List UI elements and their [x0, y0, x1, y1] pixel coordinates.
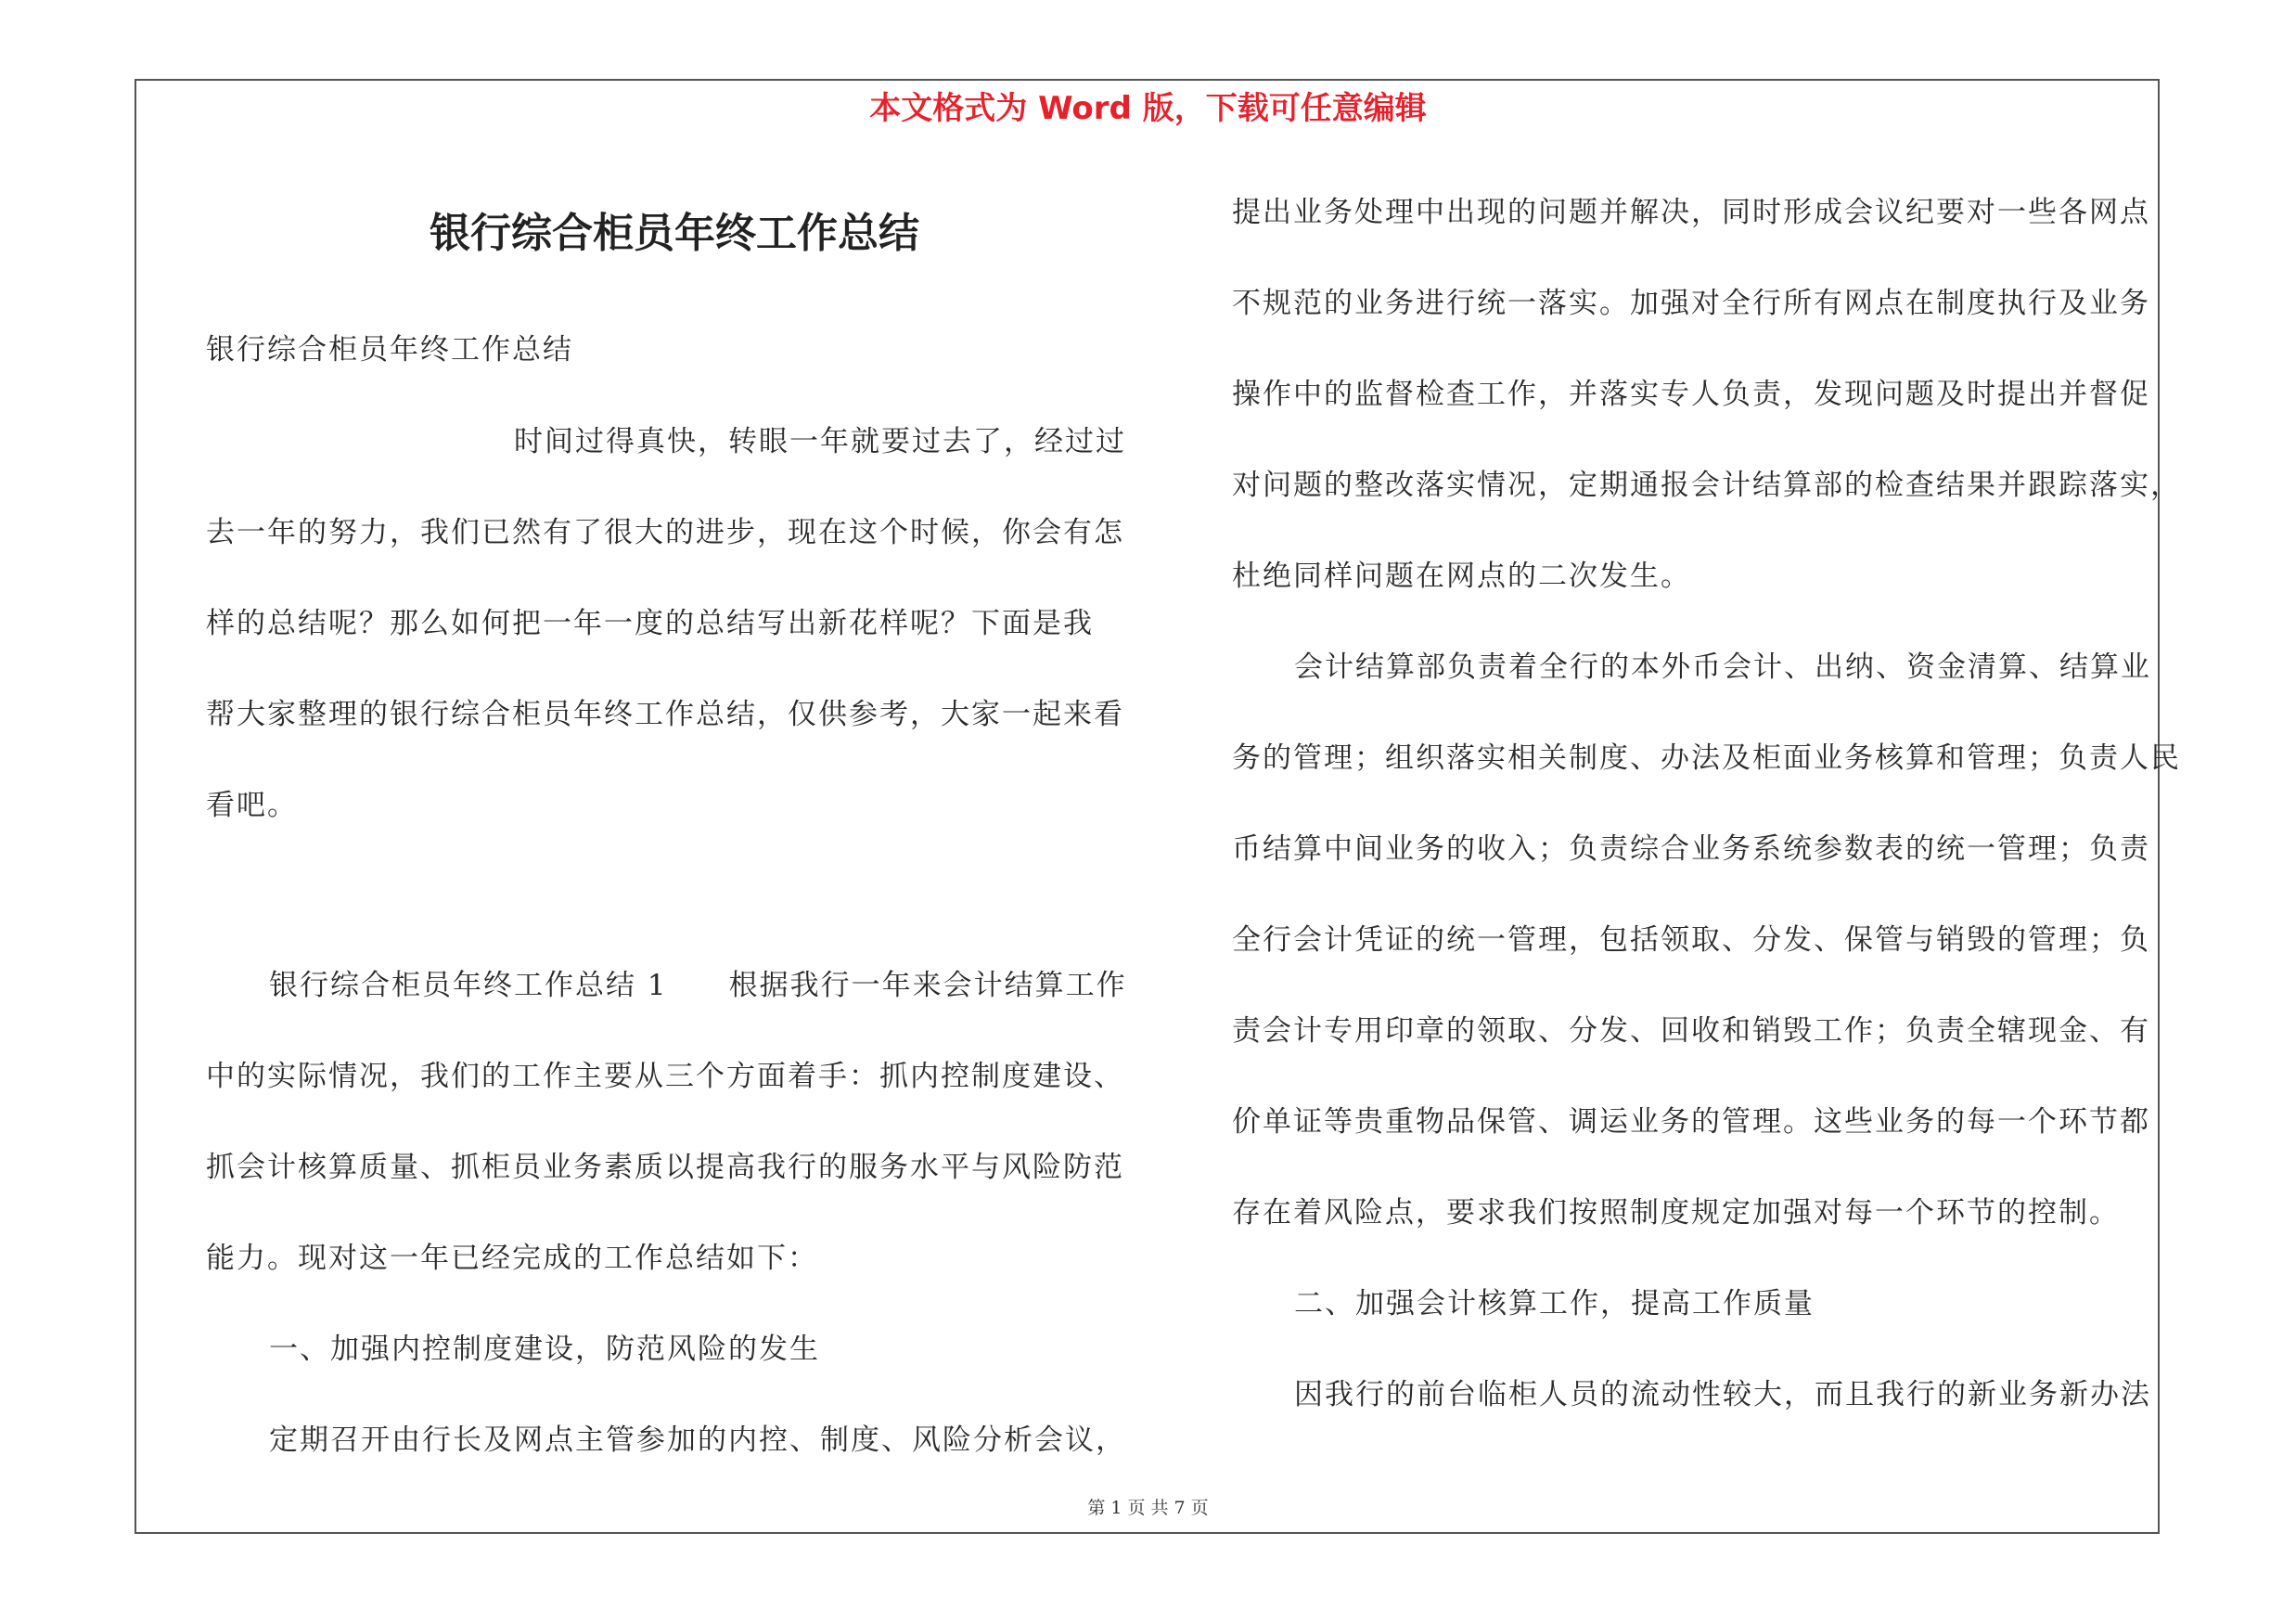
- paragraph-line: 对问题的整改落实情况，定期通报会计结算部的检查结果并跟踪落实，: [1232, 469, 2181, 502]
- paragraph-line: 看吧。: [206, 789, 298, 822]
- paragraph-line: 帮大家整理的银行综合柜员年终工作总结，仅供参考，大家一起来看: [206, 698, 1124, 731]
- paragraph-line: 币结算中间业务的收入；负责综合业务系统参数表的统一管理；负责: [1232, 832, 2150, 866]
- paragraph-line: 因我行的前台临柜人员的流动性较大，而且我行的新业务新办法: [1294, 1378, 2151, 1411]
- paragraph-line: 操作中的监督检查工作，并落实专人负责，发现问题及时提出并督促: [1232, 378, 2150, 411]
- page-number-footer: 第 1 页 共 7 页: [1087, 1498, 1209, 1518]
- paragraph-line: 不规范的业务进行统一落实。加强对全行所有网点在制度执行及业务: [1232, 287, 2150, 320]
- paragraph-line: 存在着风险点，要求我们按照制度规定加强对每一个环节的控制。: [1232, 1196, 2120, 1230]
- section-heading: 一、加强内控制度建设，防范风险的发生: [269, 1333, 820, 1366]
- paragraph-line: 中的实际情况，我们的工作主要从三个方面着手：抓内控制度建设、: [206, 1060, 1124, 1093]
- paragraph-line: 价单证等贵重物品保管、调运业务的管理。这些业务的每一个环节都: [1232, 1105, 2150, 1139]
- paragraph-line: 时间过得真快，转眼一年就要过去了，经过过: [514, 425, 1126, 458]
- paragraph-line: 提出业务处理中出现的问题并解决，同时形成会议纪要对一些各网点: [1232, 196, 2150, 229]
- paragraph-line: 全行会计凭证的统一管理，包括领取、分发、保管与销毁的管理；负: [1232, 923, 2150, 957]
- format-banner: 本文格式为 Word 版，下载可任意编辑: [869, 90, 1427, 127]
- paragraph-line: 杜绝同样问题在网点的二次发生。: [1232, 560, 1691, 593]
- section-heading: 二、加强会计核算工作，提高工作质量: [1294, 1287, 1815, 1320]
- document-title: 银行综合柜员年终工作总结: [430, 210, 919, 257]
- paragraph-line: 抓会计核算质量、抓柜员业务素质以提高我行的服务水平与风险防范: [206, 1151, 1124, 1184]
- paragraph-line: 会计结算部负责着全行的本外币会计、出纳、资金清算、结算业: [1294, 650, 2151, 684]
- paragraph-line: 务的管理；组织落实相关制度、办法及柜面业务核算和管理；负责人民: [1232, 741, 2181, 775]
- paragraph-line: 去一年的努力，我们已然有了很大的进步，现在这个时候，你会有怎: [206, 516, 1124, 549]
- paragraph-line: 样的总结呢？那么如何把一年一度的总结写出新花样呢？下面是我: [206, 607, 1094, 640]
- subtitle-line: 银行综合柜员年终工作总结: [206, 333, 573, 367]
- section-heading-line: 银行综合柜员年终工作总结 1 根据我行一年来会计结算工作: [269, 969, 1127, 1002]
- paragraph-line: 定期召开由行长及网点主管参加的内控、制度、风险分析会议，: [269, 1423, 1126, 1457]
- paragraph-line: 责会计专用印章的领取、分发、回收和销毁工作；负责全辖现金、有: [1232, 1014, 2150, 1048]
- paragraph-line: 能力。现对这一年已经完成的工作总结如下：: [206, 1242, 818, 1275]
